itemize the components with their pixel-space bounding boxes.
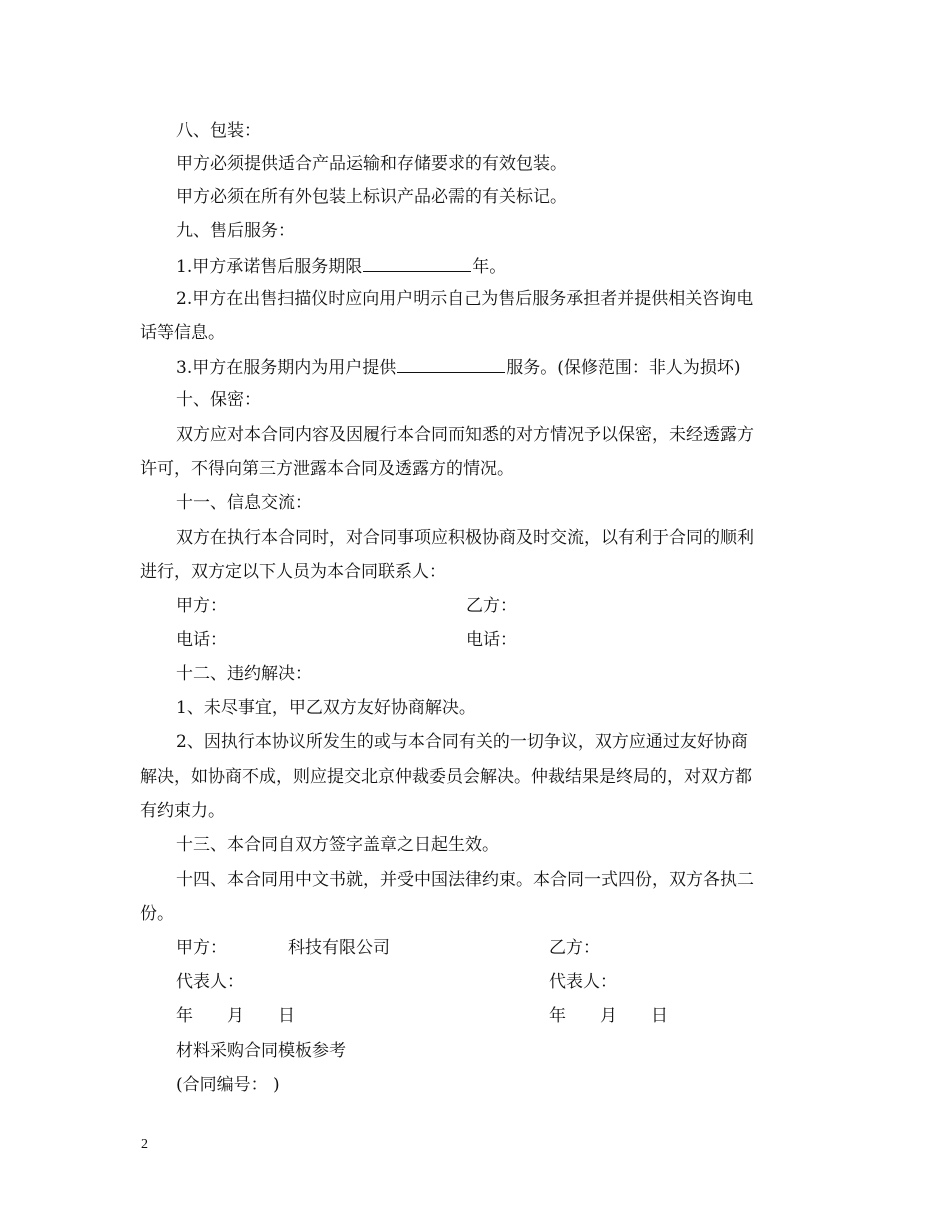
date-party-b xyxy=(549,1005,668,1027)
blank-line xyxy=(397,356,505,373)
section-14: 十四、本合同用中文书就，并受中国法律约束。本合同一式四份，双方各执二 xyxy=(176,870,754,890)
list-item: 2.甲方在出售扫描仪时应向用户明示自己为售后服务承担者并提供相关咨询电 xyxy=(176,289,754,309)
item-text: 服务。(保修范围：非人为损坏) xyxy=(506,358,741,378)
date-month: 月 xyxy=(227,1006,244,1026)
next-document-title: 材料采购合同模板参考 xyxy=(176,1041,346,1061)
blank-line xyxy=(363,255,471,272)
list-item: 2、因执行本协议所发生的或与本合同有关的一切争议，双方应通过友好协商 xyxy=(176,732,748,752)
list-item-continued: 话等信息。 xyxy=(140,323,225,343)
paragraph: 甲方必须在所有外包装上标识产品必需的有关标记。 xyxy=(176,187,567,207)
list-item: 1、未尽事宜，甲乙双方友好协商解决。 xyxy=(176,698,476,718)
section-12-heading: 十二、违约解决： xyxy=(176,664,312,684)
item-text: 年。 xyxy=(472,257,507,277)
paragraph: 甲方必须提供适合产品运输和存储要求的有效包装。 xyxy=(176,154,567,174)
date-month: 月 xyxy=(600,1006,617,1026)
contact-party-a: 甲方： xyxy=(176,596,227,616)
date-year: 年 xyxy=(176,1006,193,1026)
list-item-continued: 解决，如协商不成，则应提交北京仲裁委员会解决。仲裁结果是终局的，对双方都 xyxy=(140,767,752,787)
signature-party-b: 乙方： xyxy=(549,938,600,958)
section-10-heading: 十、保密： xyxy=(176,390,261,410)
date-party-a xyxy=(176,1005,295,1027)
list-item xyxy=(176,255,506,278)
section-11-heading: 十一、信息交流： xyxy=(176,493,312,513)
contract-number: (合同编号： ) xyxy=(176,1075,280,1095)
page-number: 2 xyxy=(141,1137,148,1152)
paragraph-continued: 进行，双方定以下人员为本合同联系人： xyxy=(140,562,446,582)
phone-party-a: 电话： xyxy=(176,630,227,650)
paragraph: 双方在执行本合同时，对合同事项应积极协商及时交流，以有利于合同的顺利 xyxy=(176,528,754,548)
item-text: 1.甲方承诺售后服务期限 xyxy=(176,257,363,277)
representative-a: 代表人： xyxy=(176,972,244,992)
paragraph: 双方应对本合同内容及因履行本合同而知悉的对方情况予以保密，未经透露方 xyxy=(176,425,754,445)
representative-b: 代表人： xyxy=(549,972,617,992)
date-year: 年 xyxy=(549,1006,566,1026)
date-day: 日 xyxy=(651,1006,668,1026)
date-day: 日 xyxy=(278,1006,295,1026)
section-8-heading: 八、包装： xyxy=(176,121,261,141)
signature-party-a: 甲方： xyxy=(176,938,227,958)
paragraph-continued: 许可，不得向第三方泄露本合同及透露方的情况。 xyxy=(140,459,514,479)
item-text: 3.甲方在服务期内为用户提供 xyxy=(176,358,397,378)
contact-party-b: 乙方： xyxy=(466,596,517,616)
section-13: 十三、本合同自双方签字盖章之日起生效。 xyxy=(176,835,499,855)
phone-party-b: 电话： xyxy=(466,630,517,650)
list-item xyxy=(176,356,741,379)
list-item-continued: 有约束力。 xyxy=(140,801,225,821)
section-14-continued: 份。 xyxy=(140,904,174,924)
party-a-company: 科技有限公司 xyxy=(288,938,390,958)
section-9-heading: 九、售后服务： xyxy=(176,221,295,241)
